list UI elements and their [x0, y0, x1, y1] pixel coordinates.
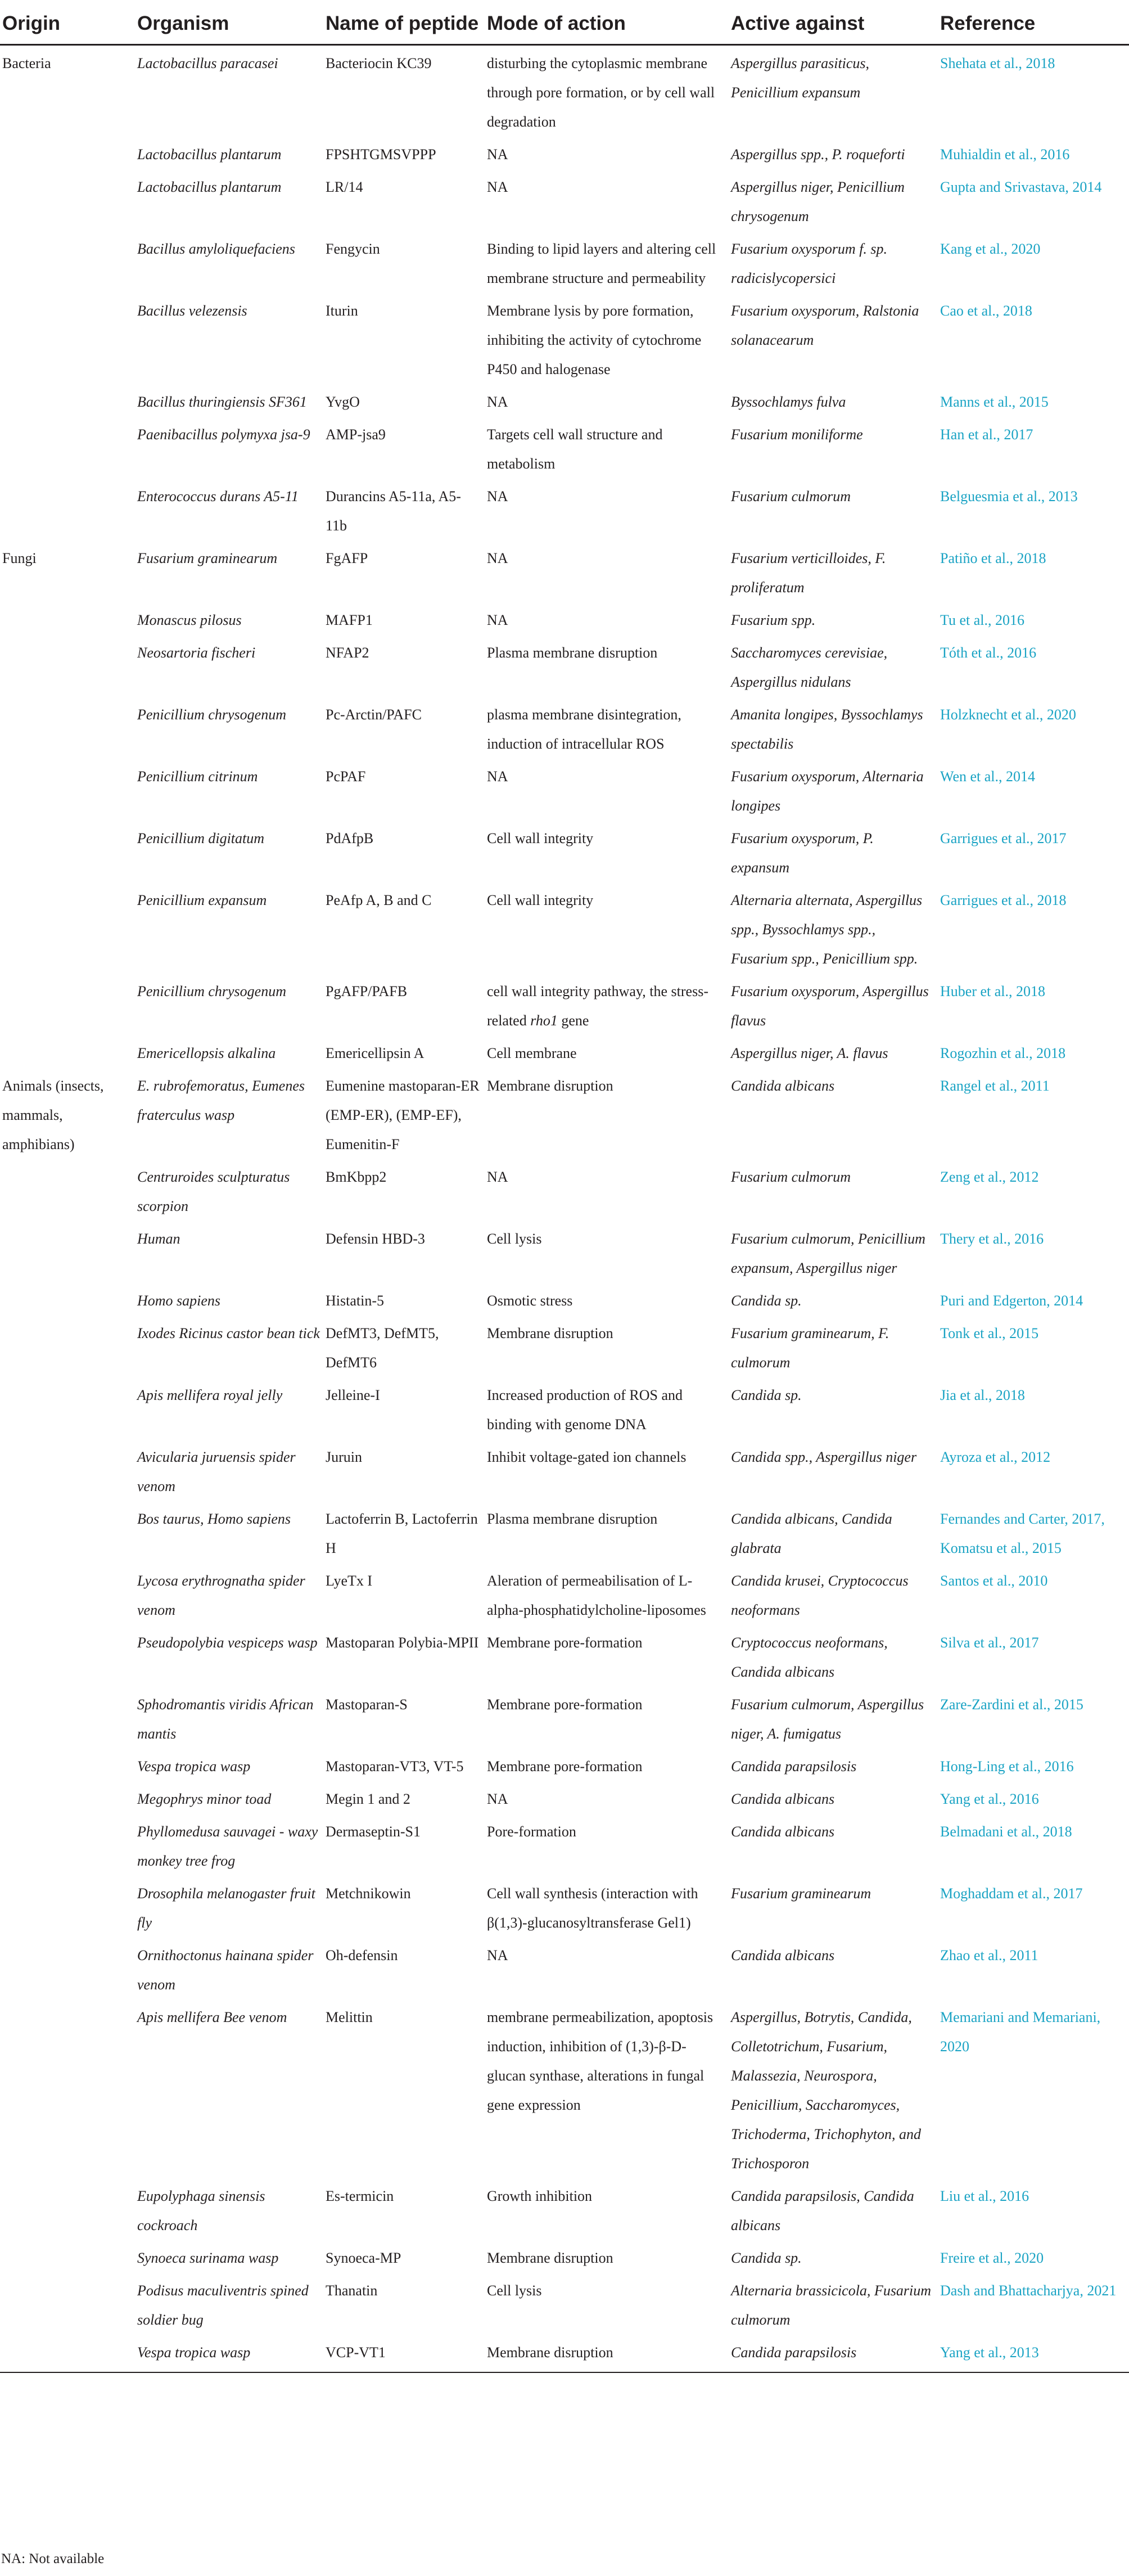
- cell-peptide: AMP-jsa9: [326, 426, 386, 443]
- cell-reference[interactable]: Shehata et al., 2018: [940, 55, 1055, 71]
- table-row: [0, 759, 1129, 821]
- cell-active-against: Saccharomyces cerevisiae, Aspergillus nidulans: [731, 645, 888, 690]
- cell-origin: [0, 635, 137, 697]
- cell-organism: Apis mellifera royal jelly: [137, 1387, 283, 1403]
- cell-reference[interactable]: Ayroza et al., 2012: [940, 1449, 1051, 1465]
- cell-organism: Pseudopolybia vespiceps wasp: [137, 1634, 318, 1651]
- cell-origin: [0, 137, 137, 169]
- table-row: [0, 1625, 1129, 1687]
- cell-active-against: Candida parapsilosis, Candida albicans: [731, 2188, 914, 2233]
- cell-active-against: Fusarium verticilloides, F. proliferatum: [731, 550, 886, 596]
- cell-mode-of-action: Membrane disruption: [487, 2335, 731, 2372]
- cell-origin: [0, 1501, 137, 1563]
- cell-organism: Ornithoctonus hainana spider venom: [137, 1947, 314, 1993]
- table-row: [0, 1563, 1129, 1625]
- cell-origin: [0, 1159, 137, 1221]
- cell-active-against: Candida krusei, Cryptococcus neoformans: [731, 1573, 909, 1618]
- cell-mode-of-action: Pore-formation: [487, 1823, 576, 1840]
- cell-mode-of-action: Membrane disruption: [487, 2250, 613, 2266]
- table-body: [0, 45, 1129, 2373]
- cell-reference[interactable]: Han et al., 2017: [940, 426, 1033, 443]
- cell-organism: Phyllomedusa sauvagei - waxy monkey tree frog: [137, 1823, 318, 1869]
- cell-organism: Penicillium expansum: [137, 892, 267, 908]
- cell-active-against: Alternaria brassicicola, Fusarium culmorum: [731, 2282, 932, 2328]
- cell-reference[interactable]: Zare-Zardini et al., 2015: [940, 1696, 1083, 1713]
- cell-organism: Bacillus thuringiensis SF361: [137, 394, 307, 410]
- table-row: [0, 1221, 1129, 1283]
- table-row: [0, 1814, 1129, 1876]
- cell-peptide: PdAfpB: [326, 830, 374, 846]
- cell-active-against: Aspergillus parasiticus, Penicillium expansum: [731, 55, 870, 101]
- cell-peptide: Melittin: [326, 2009, 373, 2025]
- cell-mode-of-action: NA: [487, 394, 508, 410]
- table-row: [0, 1876, 1129, 1938]
- cell-mode-of-action: NA: [487, 1947, 508, 1963]
- cell-active-against: Alternaria alternata, Aspergillus spp., Byssochlamys spp., Fusarium spp., Penicillium spp.: [731, 892, 923, 967]
- cell-mode-of-action: Aleration of permeabilisation of L-alpha-phosphatidylcholine-liposomes: [487, 1573, 706, 1618]
- cell-origin: [0, 1625, 137, 1687]
- cell-peptide: Thanatin: [326, 2282, 378, 2299]
- cell-reference[interactable]: Wen et al., 2014: [940, 768, 1036, 785]
- table-row: [0, 1159, 1129, 1221]
- cell-organism: Ixodes Ricinus castor bean tick: [137, 1325, 320, 1341]
- cell-origin: [0, 759, 137, 821]
- cell-organism: Neosartoria fischeri: [137, 645, 256, 661]
- table-row: [0, 231, 1129, 293]
- cell-reference[interactable]: Jia et al., 2018: [940, 1387, 1025, 1403]
- cell-organism: Drosophila melanogaster fruit fly: [137, 1885, 315, 1931]
- cell-reference[interactable]: Freire et al., 2020: [940, 2250, 1044, 2266]
- cell-mode-of-action: Cell wall synthesis (interaction with β(1,3)-glucanosyltransferase Gel1): [487, 1885, 698, 1931]
- cell-origin: [0, 882, 137, 974]
- cell-origin: [0, 1781, 137, 1814]
- cell-origin: [0, 2240, 137, 2273]
- cell-reference[interactable]: Belguesmia et al., 2013: [940, 488, 1078, 505]
- cell-reference[interactable]: Muhialdin et al., 2016: [940, 146, 1070, 163]
- table-row: [0, 1687, 1129, 1749]
- cell-mode-of-action: Cell wall integrity: [487, 892, 594, 908]
- cell-organism: Homo sapiens: [137, 1292, 221, 1309]
- table-row: [0, 293, 1129, 384]
- cell-peptide: Es-termicin: [326, 2188, 394, 2204]
- cell-mode-of-action: NA: [487, 146, 508, 163]
- cell-reference[interactable]: Hong-Ling et al., 2016: [940, 1758, 1074, 1775]
- cell-active-against: Byssochlamys fulva: [731, 394, 846, 410]
- cell-peptide: Emericellipsin A: [326, 1045, 424, 1061]
- cell-active-against: Aspergillus spp., P. roqueforti: [731, 146, 905, 163]
- cell-active-against: Fusarium culmorum, Penicillium expansum, Aspergillus niger: [731, 1231, 925, 1276]
- cell-peptide: PeAfp A, B and C: [326, 892, 432, 908]
- cell-origin: [0, 974, 137, 1035]
- cell-organism: Enterococcus durans A5-11: [137, 488, 299, 505]
- cell-active-against: Candida sp.: [731, 2250, 802, 2266]
- cell-mode-of-action: Membrane disruption: [487, 1078, 613, 1094]
- cell-reference[interactable]: Yang et al., 2013: [940, 2335, 1129, 2372]
- cell-organism: Centruroides sculpturatus scorpion: [137, 1169, 290, 1214]
- cell-peptide: FgAFP: [326, 550, 368, 566]
- table-row: [0, 45, 1129, 137]
- cell-reference[interactable]: Tóth et al., 2016: [940, 645, 1037, 661]
- cell-active-against: Candida albicans, Candida glabrata: [731, 1511, 892, 1556]
- cell-active-against: Fusarium oxysporum f. sp. radicislycopersici: [731, 241, 888, 286]
- cell-reference[interactable]: Liu et al., 2016: [940, 2188, 1029, 2204]
- cell-mode-of-action: Membrane lysis by pore formation, inhibiting the activity of cytochrome P450 and halogenase: [487, 303, 702, 377]
- cell-active-against: Fusarium graminearum: [731, 1885, 871, 1902]
- cell-mode-of-action: Membrane pore-formation: [487, 1634, 643, 1651]
- cell-origin: [0, 2335, 137, 2372]
- cell-peptide: YvgO: [326, 394, 360, 410]
- cell-active-against: Fusarium oxysporum, P. expansum: [731, 830, 874, 876]
- cell-active-against: Fusarium oxysporum, Ralstonia solanacearum: [731, 303, 919, 348]
- cell-active-against: Fusarium moniliforme: [731, 426, 863, 443]
- cell-active-against: Fusarium culmorum, Aspergillus niger, A. fumigatus: [731, 1696, 924, 1742]
- cell-origin: Animals (insects, mammals, amphibians): [2, 1078, 104, 1152]
- mode-text-suffix: gene: [557, 1012, 589, 1029]
- table-row: [0, 882, 1129, 974]
- cell-mode-of-action: Cell membrane: [487, 1045, 577, 1061]
- cell-organism: Bacillus velezensis: [137, 303, 247, 319]
- cell-organism: Eupolyphaga sinensis cockroach: [137, 2188, 265, 2233]
- cell-peptide: BmKbpp2: [326, 1169, 387, 1185]
- table-row: [0, 1439, 1129, 1501]
- table-row: [0, 602, 1129, 635]
- cell-origin: [0, 293, 137, 384]
- cell-peptide: VCP-VT1: [326, 2335, 487, 2372]
- cell-peptide: Oh-defensin: [326, 1947, 398, 1963]
- cell-peptide: LR/14: [326, 179, 363, 195]
- cell-active-against: Fusarium graminearum, F. culmorum: [731, 1325, 889, 1371]
- cell-peptide: DefMT3, DefMT5, DefMT6: [326, 1325, 439, 1371]
- cell-organism: Monascus pilosus: [137, 612, 242, 628]
- cell-peptide: NFAP2: [326, 645, 369, 661]
- table-row: [0, 1501, 1129, 1563]
- cell-organism: Apis mellifera Bee venom: [137, 2009, 287, 2025]
- cell-reference[interactable]: Holzknecht et al., 2020: [940, 706, 1076, 723]
- cell-reference[interactable]: Rogozhin et al., 2018: [940, 1045, 1066, 1061]
- cell-reference[interactable]: Rangel et al., 2011: [940, 1078, 1050, 1094]
- cell-origin: [0, 1999, 137, 2178]
- cell-peptide: MAFP1: [326, 612, 373, 628]
- cell-peptide: PcPAF: [326, 768, 366, 785]
- cell-origin: [0, 1035, 137, 1068]
- cell-organism: Penicillium digitatum: [137, 830, 265, 846]
- cell-mode-of-action: Membrane pore-formation: [487, 1758, 643, 1775]
- cell-origin: [0, 384, 137, 417]
- table-row: [0, 1283, 1129, 1316]
- cell-organism: E. rubrofemoratus, Eumenes fraterculus wasp: [137, 1078, 305, 1123]
- table-row: [0, 1068, 1129, 1159]
- table-row: [0, 2178, 1129, 2240]
- cell-origin: [0, 821, 137, 882]
- cell-reference[interactable]: Huber et al., 2018: [940, 983, 1046, 999]
- cell-origin: [0, 1814, 137, 1876]
- mode-text: cell wall integrity pathway, the stress-related: [487, 983, 708, 1029]
- table-row: [0, 384, 1129, 417]
- cell-peptide: Bacteriocin KC39: [326, 55, 432, 71]
- cell-active-against: Aspergillus niger, A. flavus: [731, 1045, 888, 1061]
- cell-mode-of-action: Cell lysis: [487, 2282, 542, 2299]
- cell-reference[interactable]: Thery et al., 2016: [940, 1231, 1044, 1247]
- header-mode-of-action: Mode of action: [487, 0, 731, 45]
- cell-peptide: Histatin-5: [326, 1292, 384, 1309]
- cell-reference[interactable]: Puri and Edgerton, 2014: [940, 1292, 1083, 1309]
- cell-active-against: Candida parapsilosis: [731, 1758, 857, 1775]
- cell-organism: Emericellopsis alkalina: [137, 1045, 276, 1061]
- cell-mode-of-action: disturbing the cytoplasmic membrane through pore formation, or by cell wall degradation: [487, 55, 715, 130]
- cell-origin: [0, 1876, 137, 1938]
- cell-mode-of-action: NA: [487, 768, 508, 785]
- cell-origin: [0, 417, 137, 479]
- cell-peptide: Metchnikowin: [326, 1885, 411, 1902]
- cell-active-against: Fusarium culmorum: [731, 1169, 851, 1185]
- cell-organism: Lactobacillus plantarum: [137, 146, 282, 163]
- cell-mode-of-action: Increased production of ROS and binding with genome DNA: [487, 1387, 683, 1433]
- cell-active-against: Candida parapsilosis: [731, 2335, 940, 2372]
- cell-peptide: Mastoparan-VT3, VT-5: [326, 1758, 464, 1775]
- cell-origin: [0, 1563, 137, 1625]
- cell-organism: Lactobacillus plantarum: [137, 179, 282, 195]
- cell-organism: Synoeca surinama wasp: [137, 2250, 279, 2266]
- gene-name: rho1: [530, 1012, 558, 1029]
- cell-origin: [0, 1749, 137, 1781]
- cell-active-against: Amanita longipes, Byssochlamys spectabilis: [731, 706, 923, 752]
- cell-organism: Penicillium chrysogenum: [137, 706, 286, 723]
- cell-mode-of-action: NA: [487, 550, 508, 566]
- table-row: [0, 541, 1129, 602]
- cell-mode-of-action: Cell lysis: [487, 1231, 542, 1247]
- cell-peptide: Defensin HBD-3: [326, 1231, 425, 1247]
- cell-organism: Lycosa erythrognatha spider venom: [137, 1573, 305, 1618]
- cell-origin: [0, 1316, 137, 1377]
- cell-mode-of-action: Membrane pore-formation: [487, 1696, 643, 1713]
- cell-mode-of-action: NA: [487, 179, 508, 195]
- cell-reference[interactable]: Dash and Bhattacharjya, 2021: [940, 2282, 1117, 2299]
- table-row: [0, 1999, 1129, 2178]
- cell-origin: [0, 2178, 137, 2240]
- cell-active-against: Fusarium spp.: [731, 612, 816, 628]
- cell-origin: [0, 1687, 137, 1749]
- cell-origin: [0, 1377, 137, 1439]
- table-row: [0, 479, 1129, 541]
- header-peptide: Name of peptide: [326, 0, 487, 45]
- table-row: [0, 1035, 1129, 1068]
- cell-peptide: Durancins A5-11a, A5-11b: [326, 488, 461, 534]
- cell-peptide: Synoeca-MP: [326, 2250, 401, 2266]
- cell-reference[interactable]: Cao et al., 2018: [940, 303, 1032, 319]
- cell-active-against: Candida spp., Aspergillus niger: [731, 1449, 917, 1465]
- cell-active-against: Aspergillus niger, Penicillium chrysogenum: [731, 179, 905, 224]
- cell-mode-of-action: NA: [487, 1169, 508, 1185]
- cell-origin: [0, 1283, 137, 1316]
- cell-organism: Human: [137, 1231, 180, 1247]
- cell-origin: Bacteria: [2, 55, 51, 71]
- cell-origin: [0, 697, 137, 759]
- cell-mode-of-action: NA: [487, 612, 508, 628]
- cell-active-against: Candida albicans: [731, 1823, 835, 1840]
- header-reference: Reference: [940, 0, 1129, 45]
- cell-mode-of-action: Osmotic stress: [487, 1292, 573, 1309]
- table-row: [0, 1781, 1129, 1814]
- cell-organism: Megophrys minor toad: [137, 1791, 272, 1807]
- table-row: [0, 417, 1129, 479]
- cell-mode-of-action: [487, 974, 731, 1035]
- cell-origin: [0, 1221, 137, 1283]
- cell-reference[interactable]: Fernandes and Carter, 2017, Komatsu et al., 2015: [940, 1511, 1105, 1556]
- cell-reference[interactable]: Patiño et al., 2018: [940, 550, 1046, 566]
- cell-organism: Podisus maculiventris spined soldier bug: [137, 2282, 309, 2328]
- cell-mode-of-action: plasma membrane disintegration, induction of intracellular ROS: [487, 706, 681, 752]
- cell-active-against: Fusarium oxysporum, Alternaria longipes: [731, 768, 924, 814]
- cell-peptide: Pc-Arctin/PAFC: [326, 706, 422, 723]
- cell-mode-of-action: NA: [487, 1791, 508, 1807]
- cell-organism: Vespa tropica wasp: [137, 2335, 326, 2372]
- cell-active-against: Candida albicans: [731, 1947, 835, 1963]
- table-row: [0, 2335, 1129, 2372]
- cell-organism: Fusarium graminearum: [137, 550, 278, 566]
- cell-reference[interactable]: Santos et al., 2010: [940, 1573, 1048, 1589]
- cell-reference[interactable]: Tu et al., 2016: [940, 612, 1024, 628]
- cell-peptide: PgAFP/PAFB: [326, 983, 408, 999]
- table-row: [0, 1316, 1129, 1377]
- cell-reference[interactable]: Memariani and Memariani, 2020: [940, 2009, 1101, 2055]
- cell-mode-of-action: Plasma membrane disruption: [487, 645, 658, 661]
- cell-organism: Penicillium citrinum: [137, 768, 258, 785]
- cell-peptide: Megin 1 and 2: [326, 1791, 410, 1807]
- cell-active-against: Candida sp.: [731, 1387, 802, 1403]
- table-header: [0, 0, 1129, 45]
- cell-mode-of-action: NA: [487, 488, 508, 505]
- table-row: [0, 1377, 1129, 1439]
- cell-origin: [0, 231, 137, 293]
- cell-organism: Bacillus amyloliquefaciens: [137, 241, 295, 257]
- cell-peptide: Mastoparan-S: [326, 1696, 408, 1713]
- cell-mode-of-action: Plasma membrane disruption: [487, 1511, 658, 1527]
- cell-reference[interactable]: Zhao et al., 2011: [940, 1947, 1038, 1963]
- cell-mode-of-action: Membrane disruption: [487, 1325, 613, 1341]
- table-row: [0, 169, 1129, 231]
- cell-reference[interactable]: Yang et al., 2016: [940, 1791, 1039, 1807]
- cell-reference[interactable]: Moghaddam et al., 2017: [940, 1885, 1083, 1902]
- cell-reference[interactable]: Belmadani et al., 2018: [940, 1823, 1072, 1840]
- cell-active-against: Cryptococcus neoformans, Candida albicans: [731, 1634, 888, 1680]
- cell-reference[interactable]: Gupta and Srivastava, 2014: [940, 179, 1102, 195]
- cell-peptide: Iturin: [326, 303, 358, 319]
- cell-reference[interactable]: Zeng et al., 2012: [940, 1169, 1039, 1185]
- cell-peptide: LyeTx I: [326, 1573, 373, 1589]
- cell-organism: Avicularia juruensis spider venom: [137, 1449, 296, 1494]
- cell-origin: [0, 169, 137, 231]
- cell-mode-of-action: Growth inhibition: [487, 2188, 593, 2204]
- cell-active-against: Candida albicans: [731, 1078, 835, 1094]
- cell-peptide: FPSHTGMSVPPP: [326, 146, 436, 163]
- cell-organism: Vespa tropica wasp: [137, 1758, 251, 1775]
- table-row: [0, 635, 1129, 697]
- cell-reference[interactable]: Tonk et al., 2015: [940, 1325, 1039, 1341]
- cell-peptide: Lactoferrin B, Lactoferrin H: [326, 1511, 478, 1556]
- cell-origin: [0, 2273, 137, 2335]
- cell-mode-of-action: Inhibit voltage-gated ion channels: [487, 1449, 687, 1465]
- cell-active-against: Fusarium culmorum: [731, 488, 851, 505]
- cell-active-against: Candida albicans: [731, 1791, 835, 1807]
- cell-organism: Bos taurus, Homo sapiens: [137, 1511, 291, 1527]
- cell-peptide: Eumenine mastoparan-ER (EMP-ER), (EMP-EF), Eumenitin-F: [326, 1078, 480, 1152]
- cell-peptide: Juruin: [326, 1449, 362, 1465]
- cell-origin: [0, 1938, 137, 1999]
- cell-reference[interactable]: Silva et al., 2017: [940, 1634, 1039, 1651]
- header-active-against: Active against: [731, 0, 940, 45]
- cell-reference[interactable]: Garrigues et al., 2018: [940, 892, 1067, 908]
- cell-origin: Fungi: [2, 550, 37, 566]
- table-row: [0, 1938, 1129, 1999]
- cell-mode-of-action: Cell wall integrity: [487, 830, 594, 846]
- table-row: [0, 1749, 1129, 1781]
- cell-peptide: Dermaseptin-S1: [326, 1823, 421, 1840]
- table-row: [0, 697, 1129, 759]
- cell-active-against: Candida sp.: [731, 1292, 802, 1309]
- cell-organism: Penicillium chrysogenum: [137, 983, 286, 999]
- cell-mode-of-action: membrane permeabilization, apoptosis induction, inhibition of (1,3)-β-D-glucan synthase, alterations in fungal gene expression: [487, 2009, 713, 2113]
- header-origin: Origin: [0, 0, 137, 45]
- table-row: [0, 2273, 1129, 2335]
- cell-active-against: Aspergillus, Botrytis, Candida, Colletotrichum, Fusarium, Malassezia, Neurospora, Penicillium, Saccharomyces, Trichoderma, Trichophyton, and Trichosporon: [731, 2009, 922, 2172]
- cell-peptide: Jelleine-I: [326, 1387, 380, 1403]
- cell-reference[interactable]: Kang et al., 2020: [940, 241, 1041, 257]
- cell-peptide: Fengycin: [326, 241, 380, 257]
- header-row: [0, 0, 1129, 45]
- cell-origin: [0, 479, 137, 541]
- table-row: [0, 2240, 1129, 2273]
- cell-organism: Paenibacillus polymyxa jsa-9: [137, 426, 310, 443]
- cell-organism: Lactobacillus paracasei: [137, 55, 278, 71]
- header-organism: Organism: [137, 0, 326, 45]
- table-row: [0, 974, 1129, 1035]
- cell-mode-of-action: Targets cell wall structure and metabolism: [487, 426, 663, 472]
- cell-mode-of-action: Binding to lipid layers and altering cell membrane structure and permeability: [487, 241, 716, 286]
- cell-active-against: Fusarium oxysporum, Aspergillus flavus: [731, 983, 929, 1029]
- cell-reference[interactable]: Manns et al., 2015: [940, 394, 1049, 410]
- footnote: NA: Not available: [1, 2551, 105, 2566]
- cell-origin: [0, 602, 137, 635]
- table-row: [0, 137, 1129, 169]
- cell-reference[interactable]: Garrigues et al., 2017: [940, 830, 1067, 846]
- table-row: [0, 821, 1129, 882]
- cell-origin: [0, 1439, 137, 1501]
- cell-peptide: Mastoparan Polybia-MPII: [326, 1634, 479, 1651]
- cell-organism: Sphodromantis viridis African mantis: [137, 1696, 314, 1742]
